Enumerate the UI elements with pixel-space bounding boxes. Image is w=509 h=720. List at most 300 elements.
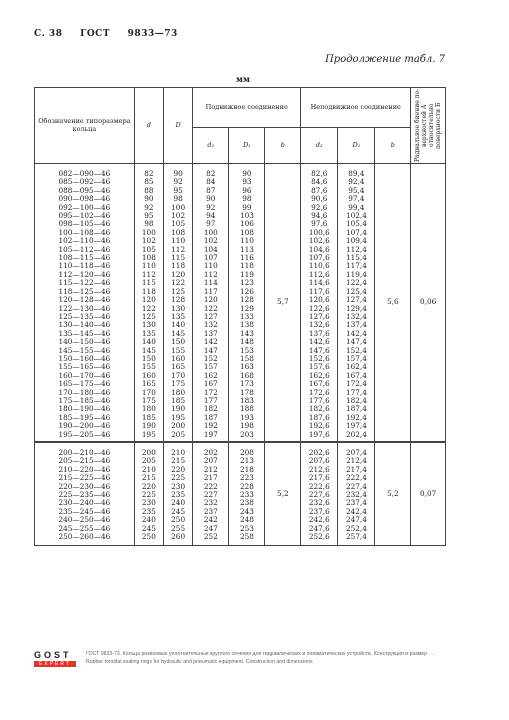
table-cell: 118: [239, 261, 254, 271]
table-cell: 152: [203, 353, 218, 363]
table-cell: 227,6: [308, 490, 330, 500]
table-cell: 150—160—46: [58, 353, 111, 363]
table-cell: 200—210—46: [58, 448, 111, 457]
table-cell: 208: [239, 448, 254, 457]
table-cell: 187: [203, 412, 218, 422]
table-cell: 118: [171, 261, 186, 271]
table-cell: 133: [239, 311, 254, 321]
table-cell: 207,6: [308, 456, 330, 466]
table-cell: 108: [171, 227, 186, 237]
col-loaded: Подвижное соединение: [193, 88, 301, 128]
table-cell: 252,6: [308, 532, 330, 542]
table-cell: 240: [171, 498, 186, 508]
table-cell: 110: [203, 261, 218, 271]
table-cell: 110: [141, 261, 156, 271]
table-cell: 227: [203, 490, 218, 500]
table-cell: 97,6: [311, 219, 328, 229]
table-cell: 110—118—46: [58, 261, 111, 271]
table-cell: 088—095—46: [58, 185, 111, 195]
table-cell: 102: [203, 236, 218, 246]
table-cell: 110: [239, 236, 254, 246]
loaded-d2-cells: [193, 442, 229, 546]
table-cell: 112,4: [345, 244, 367, 254]
table-cell: 125: [171, 286, 186, 296]
table-cell: 177,6: [308, 395, 330, 405]
table-cell: 193: [239, 412, 254, 422]
table-cell: 113: [239, 244, 254, 254]
table-cell: 222: [203, 481, 218, 491]
table-cell: 130—140—46: [58, 320, 111, 330]
table-cell: 165—175—46: [58, 379, 111, 389]
table-cell: 104: [203, 244, 218, 254]
table-cell: 85: [144, 177, 154, 187]
table-cell: 192,4: [345, 412, 367, 422]
table-cell: 102,6: [308, 236, 330, 246]
col-loaded-b: b: [265, 128, 301, 164]
logo-sub: EXPERT: [34, 661, 76, 667]
table-cell: 238: [239, 498, 254, 508]
table-cell: 88: [144, 185, 154, 195]
table-cell: 232: [203, 498, 218, 508]
table-cell: 152,6: [308, 353, 330, 363]
table-cell: 237,6: [308, 506, 330, 516]
table-cell: 235—245—46: [58, 506, 111, 516]
table-cell: 210: [171, 448, 186, 457]
d-cells: [134, 164, 163, 443]
table-cell: 203: [239, 429, 254, 439]
table-cell: 198: [239, 421, 254, 431]
table-cell: 188: [239, 404, 254, 414]
table-cell: 182: [203, 404, 218, 414]
table-cell: 248: [239, 515, 254, 525]
table-cell: 84,6: [311, 177, 328, 187]
table-cell: 122—130—46: [58, 303, 111, 313]
table-cell: 110: [171, 236, 186, 246]
table-cell: 183: [239, 395, 254, 405]
table-cell: 94: [206, 211, 216, 221]
table-cell: 223: [239, 473, 254, 483]
table-cell: 99: [242, 202, 252, 212]
table-cell: 87,6: [311, 185, 328, 195]
table-cell: 162: [203, 370, 218, 380]
table-cell: 135—145—46: [58, 328, 111, 338]
table-cell: 240: [141, 515, 156, 525]
table-cell: 97,4: [348, 194, 365, 204]
table-cell: 112: [141, 269, 156, 279]
table-cell: 175: [141, 395, 156, 405]
table-cell: 215: [141, 473, 156, 483]
table-cell: 105—112—46: [58, 244, 111, 254]
table-cell: 185—195—46: [58, 412, 111, 422]
table-cell: 123: [239, 278, 254, 288]
table-cell: 143: [239, 328, 254, 338]
table-cell: 197,6: [308, 429, 330, 439]
table-cell: 126: [239, 286, 254, 296]
dimensions-table: [34, 87, 446, 546]
table-cell: 105: [171, 219, 186, 229]
table-cell: 120: [171, 269, 186, 279]
table-cell: 175—185—46: [58, 395, 111, 405]
table-cell: 085—092—46: [58, 177, 111, 187]
table-cell: 127: [203, 311, 218, 321]
table-cell: 192,6: [308, 421, 330, 431]
table-cell: 192: [203, 421, 218, 431]
table-cell: 207,4: [345, 448, 367, 457]
table-cell: 168: [239, 370, 254, 380]
table-cell: 210—220—46: [58, 464, 111, 474]
table-cell: 128: [239, 295, 254, 305]
table-cell: 225: [141, 490, 156, 500]
table-cell: 122: [171, 278, 186, 288]
table-cell: 98: [173, 194, 183, 204]
table-cell: 102: [141, 236, 156, 246]
table-cell: 232,6: [308, 498, 330, 508]
table-cell: 250—260—46: [58, 532, 111, 542]
table-cell: 157,6: [308, 362, 330, 372]
table-cell: 205—215—46: [58, 456, 111, 466]
table-cell: 158: [239, 353, 254, 363]
col-D: D: [164, 88, 193, 164]
table-continuation: Продолжение табл. 7: [325, 54, 445, 65]
fixed-D1-cells: [338, 164, 375, 443]
fixed-b-cell: 5,2: [375, 442, 411, 546]
table-cell: 119: [239, 269, 254, 279]
table-cell: 167,4: [345, 370, 367, 380]
table-cell: 195: [171, 412, 186, 422]
table-cell: 152,4: [345, 345, 367, 355]
table-cell: 187,4: [345, 404, 367, 414]
table-cell: 132,4: [345, 311, 367, 321]
table-cell: 100: [203, 227, 218, 237]
table-cell: 233: [239, 490, 254, 500]
table-cell: 150: [141, 353, 156, 363]
units-label: мм: [236, 74, 250, 84]
table-cell: 202,4: [345, 429, 367, 439]
fixed-d2-cells: [301, 442, 338, 546]
table-cell: 90: [206, 194, 216, 204]
designation-cells: [35, 442, 135, 546]
table-cell: 153: [239, 345, 254, 355]
table-cell: 145—155—46: [58, 345, 111, 355]
table-cell: 163: [239, 362, 254, 372]
table-cell: 117,4: [345, 261, 367, 271]
table-cell: 129: [239, 303, 254, 313]
col-radial: [411, 88, 446, 164]
table-cell: 250: [171, 515, 186, 525]
table-cell: 90,6: [311, 194, 328, 204]
table-cell: 122,4: [345, 278, 367, 288]
table-cell: 147,6: [308, 345, 330, 355]
table-cell: 200: [141, 448, 156, 457]
table-cell: 114: [203, 278, 218, 288]
table-cell: 167,6: [308, 379, 330, 389]
table-cell: 112: [203, 269, 218, 279]
radial-runout-cell: 0,07: [411, 442, 446, 546]
table-cell: 205: [171, 429, 186, 439]
col-d: d: [134, 88, 163, 164]
table-cell: 82: [144, 169, 154, 178]
table-cell: 160: [171, 353, 186, 363]
table-cell: 190—200—46: [58, 421, 111, 431]
table-cell: 84: [206, 177, 216, 187]
table-cell: 245: [171, 506, 186, 516]
table-cell: 118—125—46: [58, 286, 111, 296]
table-cell: 100: [141, 227, 156, 237]
table-cell: 180: [141, 404, 156, 414]
table-cell: 108: [141, 253, 156, 263]
fixed-b-cell: 5,6: [375, 164, 411, 443]
table-cell: 182,4: [345, 395, 367, 405]
table-cell: 172,4: [345, 379, 367, 389]
loaded-d2-cells: [193, 164, 229, 443]
gost-label: ГОСТ: [80, 29, 111, 39]
table-cell: 092—100—46: [58, 202, 111, 212]
table-cell: 142,6: [308, 337, 330, 347]
table-cell: 106: [239, 219, 254, 229]
table-cell: 100: [171, 202, 186, 212]
table-cell: 237: [203, 506, 218, 516]
table-cell: 157: [203, 362, 218, 372]
table-cell: 150: [171, 337, 186, 347]
table-cell: 200: [171, 421, 186, 431]
table-cell: 220: [171, 464, 186, 474]
table-cell: 220: [141, 481, 156, 491]
table-cell: 137,6: [308, 328, 330, 338]
table-cell: 130: [171, 303, 186, 313]
table-cell: 125: [141, 311, 156, 321]
table-cell: 185: [171, 395, 186, 405]
table-cell: 258: [239, 532, 254, 542]
table-cell: 235: [171, 490, 186, 500]
table-cell: 252: [203, 532, 218, 542]
table-cell: 132: [203, 320, 218, 330]
table-cell: 107,6: [308, 253, 330, 263]
table-cell: 253: [239, 523, 254, 533]
table-cell: 98: [144, 219, 154, 229]
table-cell: 260: [171, 532, 186, 542]
table-cell: 242,6: [308, 515, 330, 525]
table-cell: 257,4: [345, 532, 367, 542]
table-cell: 125—135—46: [58, 311, 111, 321]
table-cell: 115: [141, 278, 156, 288]
table-cell: 110,6: [308, 261, 330, 271]
table-cell: 243: [239, 506, 254, 516]
table-cell: 135: [171, 311, 186, 321]
footer-line-1: ГОСТ 9833-73. Кольца резиновые уплотнительные круглого сечения для гидравлических и пневматических устройств. Конструкция и размер . . .: [86, 651, 436, 657]
table-cell: 245—255—46: [58, 523, 111, 533]
table-cell: 102: [171, 211, 186, 221]
table-cell: 180: [171, 387, 186, 397]
gost-expert-logo: [34, 650, 76, 667]
table-cell: 205: [141, 456, 156, 466]
table-cell: 108—115—46: [58, 253, 111, 263]
table-cell: 147: [203, 345, 218, 355]
table-cell: 122: [141, 303, 156, 313]
table-cell: 225—235—46: [58, 490, 111, 500]
footer-line-2: Rubber toroidal sealing rings for hydraulic and pneumatic equipment. Construction and dimensions: [86, 658, 313, 665]
table-cell: 172: [203, 387, 218, 397]
table-group-row: [35, 442, 446, 546]
col-loaded-D1: D₁: [229, 128, 265, 164]
gost-number: 9833—73: [127, 29, 178, 39]
table-cell: 162,4: [345, 362, 367, 372]
page-header: [34, 29, 192, 39]
table-group-row: [35, 164, 446, 443]
table-cell: 245: [141, 523, 156, 533]
table-cell: 122,6: [308, 303, 330, 313]
table-cell: 207: [203, 456, 218, 466]
table-cell: 104,6: [308, 244, 330, 254]
D-cells: [164, 164, 193, 443]
table-cell: 128: [171, 295, 186, 305]
table-cell: 185: [141, 412, 156, 422]
table-cell: 202: [203, 448, 218, 457]
table-cell: 082—090—46: [58, 169, 111, 178]
loaded-b-cell: 5,7: [265, 164, 301, 443]
table-cell: 155: [171, 345, 186, 355]
table-cell: 137: [203, 328, 218, 338]
table-cell: 165: [141, 379, 156, 389]
table-cell: 170: [171, 370, 186, 380]
table-cell: 140—150—46: [58, 337, 111, 347]
loaded-b-cell: 5,2: [265, 442, 301, 546]
table-cell: 222,6: [308, 481, 330, 491]
table-cell: 147,4: [345, 337, 367, 347]
table-cell: 220—230—46: [58, 481, 111, 491]
table-cell: 177,4: [345, 387, 367, 397]
table-cell: 94,6: [311, 211, 328, 221]
table-cell: 237,4: [345, 498, 367, 508]
table-cell: 115: [171, 253, 186, 263]
table-cell: 90: [242, 169, 252, 178]
table-cell: 197,4: [345, 421, 367, 431]
table-cell: 120,6: [308, 295, 330, 305]
table-cell: 82,6: [311, 169, 328, 178]
table-cell: 114,6: [308, 278, 330, 288]
table-cell: 240—250—46: [58, 515, 111, 525]
table-cell: 112—120—46: [58, 269, 111, 279]
table-cell: 178: [239, 387, 254, 397]
table-cell: 230: [171, 481, 186, 491]
table-cell: 212,4: [345, 456, 367, 466]
table-cell: 195—205—46: [58, 429, 111, 439]
table-cell: 82: [206, 169, 216, 178]
col-fixed-d2: d₂: [301, 128, 338, 164]
table-cell: 102—110—46: [58, 236, 111, 246]
col-fixed-D1: D₁: [338, 128, 375, 164]
table-cell: 247,6: [308, 523, 330, 533]
table-cell: 187,6: [308, 412, 330, 422]
fixed-d2-cells: [301, 164, 338, 443]
table-cell: 103: [239, 211, 254, 221]
table-cell: 140: [171, 320, 186, 330]
page-number: С. 38: [34, 29, 63, 39]
designation-cells: [35, 164, 135, 443]
table-cell: 090—098—46: [58, 194, 111, 204]
table-cell: 90: [144, 194, 154, 204]
table-cell: 157,4: [345, 353, 367, 363]
table-cell: 95,4: [348, 185, 365, 195]
table-cell: 215—225—46: [58, 473, 111, 483]
table-cell: 98: [242, 194, 252, 204]
table-cell: 130: [141, 320, 156, 330]
radial-runout-cell: 0,06: [411, 164, 446, 443]
table-cell: 105,4: [345, 219, 367, 229]
table-cell: 115,4: [345, 253, 367, 263]
table-cell: 217: [203, 473, 218, 483]
table-cell: 095—102—46: [58, 211, 111, 221]
table-cell: 255: [171, 523, 186, 533]
loaded-D1-cells: [229, 164, 265, 443]
table-cell: 212: [203, 464, 218, 474]
table-cell: 99,4: [348, 202, 365, 212]
table-cell: 142,4: [345, 328, 367, 338]
table-cell: 190: [141, 421, 156, 431]
table-cell: 172,6: [308, 387, 330, 397]
table-cell: 145: [141, 345, 156, 355]
table-cell: 175: [171, 379, 186, 389]
table-cell: 167: [203, 379, 218, 389]
table-cell: 227,4: [345, 481, 367, 491]
col-loaded-d2: d₂: [193, 128, 229, 164]
table-cell: 100—108—46: [58, 227, 111, 237]
table-cell: 112,6: [308, 269, 330, 279]
D-cells: [164, 442, 193, 546]
table-cell: 116: [239, 253, 254, 263]
table-cell: 202,6: [308, 448, 330, 457]
table-cell: 100,6: [308, 227, 330, 237]
table-cell: 127,4: [345, 295, 367, 305]
col-designation: Обозначение типоразмера кольца: [35, 88, 135, 164]
d-cells: [134, 442, 163, 546]
col-fixed-b: b: [375, 128, 411, 164]
table-cell: 155—165—46: [58, 362, 111, 372]
loaded-D1-cells: [229, 442, 265, 546]
table-cell: 218: [239, 464, 254, 474]
table-cell: 107,4: [345, 227, 367, 237]
table-cell: 225: [171, 473, 186, 483]
table-cell: 155: [141, 362, 156, 372]
table-cell: 140: [141, 337, 156, 347]
table-cell: 228: [239, 481, 254, 491]
table-cell: 247: [203, 523, 218, 533]
table-cell: 107: [203, 253, 218, 263]
table-cell: 160: [141, 370, 156, 380]
table-cell: 129,4: [345, 303, 367, 313]
table-body: [35, 164, 446, 546]
table-cell: 102,4: [345, 211, 367, 221]
table-cell: 252,4: [345, 523, 367, 533]
table-cell: 115—122—46: [58, 278, 111, 288]
table-cell: 135: [141, 328, 156, 338]
col-fixed: Неподвижное соединение: [301, 88, 411, 128]
footer-text: [86, 651, 436, 666]
table-cell: 117,6: [308, 286, 330, 296]
table-cell: 117: [203, 286, 218, 296]
table-cell: 165: [171, 362, 186, 372]
table-cell: 109,4: [345, 236, 367, 246]
table-cell: 120—128—46: [58, 295, 111, 305]
table-cell: 105: [141, 244, 156, 254]
table-cell: 232,4: [345, 490, 367, 500]
table-cell: 137,4: [345, 320, 367, 330]
table-cell: 148: [239, 337, 254, 347]
table-cell: 95: [144, 211, 154, 221]
table-cell: 125,4: [345, 286, 367, 296]
table-cell: 230: [141, 498, 156, 508]
table-cell: 132,6: [308, 320, 330, 330]
table-cell: 242,4: [345, 506, 367, 516]
